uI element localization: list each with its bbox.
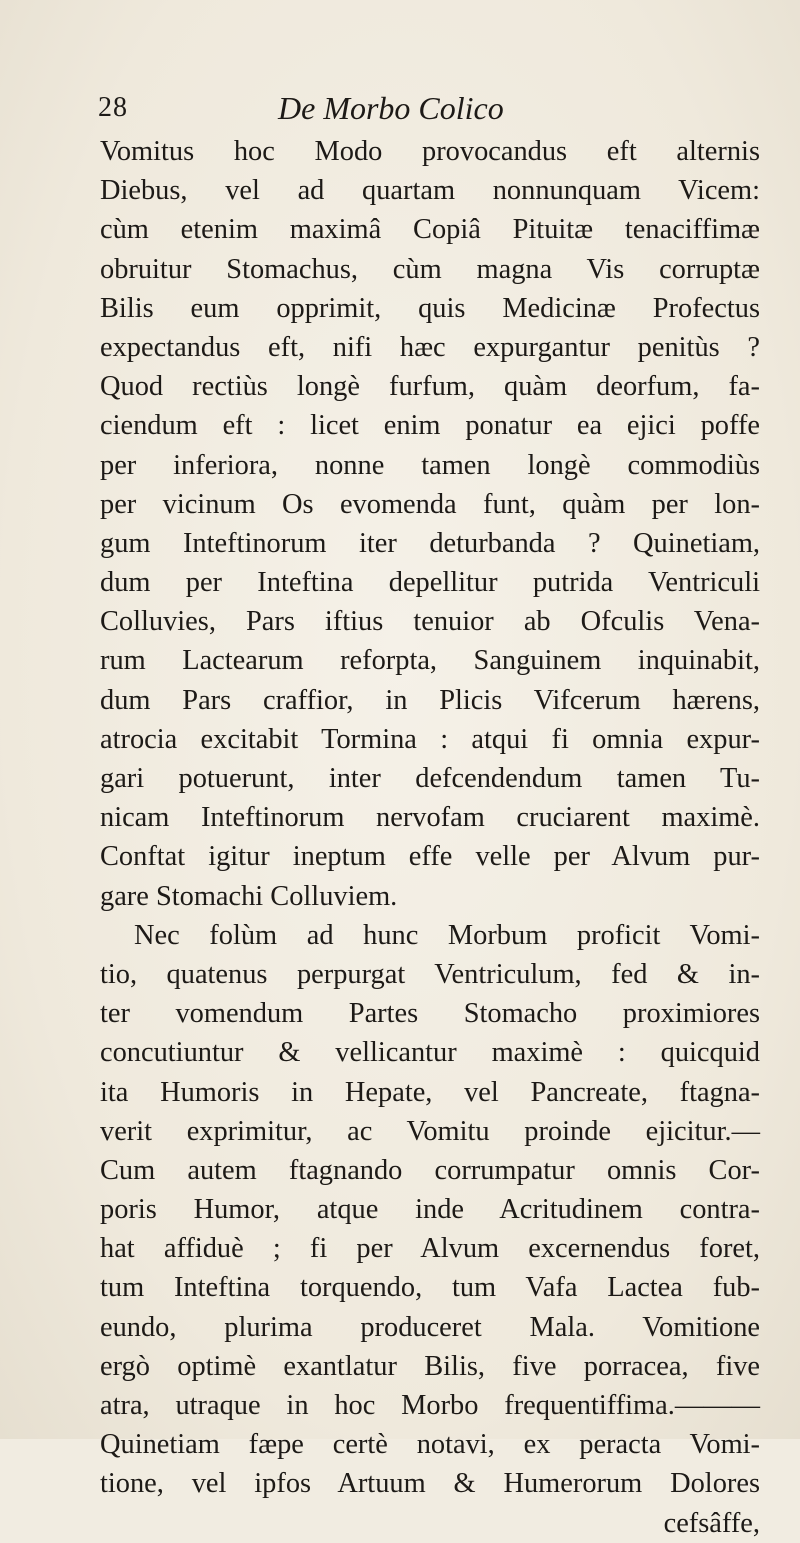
text-line: cùm etenim maximâ Copiâ Pituitæ tenaciffimæ <box>100 214 760 246</box>
catchword: cefsâffe, <box>663 1507 760 1539</box>
text-line: ita Humoris in Hepate, vel Pancreate, ftagna- <box>100 1076 760 1108</box>
text-line: per vicinum Os evomenda funt, quàm per lon- <box>100 488 760 520</box>
text-line: ter vomendum Partes Stomacho proximiores <box>100 998 760 1030</box>
running-title: De Morbo Colico <box>278 90 504 126</box>
text-line: hat affiduè ; fi per Alvum excernendus foret, <box>100 1233 760 1265</box>
text-line: Nec folùm ad hunc Morbum proficit Vomi- <box>134 919 760 951</box>
text-line: Quinetiam fæpe certè notavi, ex peracta Vomi- <box>100 1429 760 1461</box>
text-line: gum Inteftinorum iter deturbanda ? Quinetiam, <box>100 527 760 559</box>
text-line: dum Pars craffior, in Plicis Vifcerum hærens, <box>100 684 760 716</box>
text-line: expectandus eft, nifi hæc expurgantur penitùs ? <box>100 331 760 363</box>
text-line: dum per Inteftina depellitur putrida Ventriculi <box>100 567 760 599</box>
text-line: Vomitus hoc Modo provocandus eft alternis <box>100 136 760 167</box>
text-line: rum Lactearum reforpta, Sanguinem inquinabit, <box>100 645 760 677</box>
text-line: tum Inteftina torquendo, tum Vafa Lactea fub- <box>100 1272 760 1304</box>
text-line: tione, vel ipfos Artuum & Humerorum Dolores <box>100 1468 760 1500</box>
text-line: ciendum eft : licet enim ponatur ea ejici poffe <box>100 410 760 442</box>
body-text <box>100 132 760 1543</box>
text-line: Bilis eum opprimit, quis Medicinæ Profectus <box>100 292 760 324</box>
text-line: tio, quatenus perpurgat Ventriculum, fed & in- <box>100 958 760 990</box>
text-line: atrocia excitabit Tormina : atqui fi omnia expur- <box>100 723 760 755</box>
text-line: Quod rectiùs longè furfum, quàm deorfum, fa- <box>100 371 760 403</box>
text-line: per inferiora, nonne tamen longè commodiùs <box>100 449 760 481</box>
text-line: verit exprimitur, ac Vomitu proinde ejicitur.— <box>100 1115 760 1147</box>
text-line: Conftat igitur ineptum effe velle per Alvum pur- <box>100 841 760 873</box>
text-line: gari potuerunt, inter defcendendum tamen Tu- <box>100 763 760 794</box>
text-line: obruitur Stomachus, cùm magna Vis corruptæ <box>100 253 760 285</box>
text-line: nicam Inteftinorum nervofam cruciarent maximè. <box>100 802 760 834</box>
text-line: eundo, plurima produceret Mala. Vomitione <box>100 1311 760 1343</box>
text-line: ergò optimè exantlatur Bilis, five porracea, five <box>100 1350 760 1382</box>
page-header <box>98 88 738 132</box>
text-line: Diebus, vel ad quartam nonnunquam Vicem: <box>100 175 760 207</box>
text-line: Colluvies, Pars iftius tenuior ab Ofculis Vena- <box>100 606 760 638</box>
text-line: Cum autem ftagnando corrumpatur omnis Cor- <box>100 1154 760 1186</box>
page-number: 28 <box>98 92 128 123</box>
text-line: poris Humor, atque inde Acritudinem contra- <box>100 1194 760 1226</box>
text-line: gare Stomachi Colluviem. <box>100 880 398 912</box>
text-line: atra, utraque in hoc Morbo frequentiffima.——— <box>100 1390 760 1421</box>
text-line: concutiuntur & vellicantur maximè : quicquid <box>100 1037 760 1069</box>
